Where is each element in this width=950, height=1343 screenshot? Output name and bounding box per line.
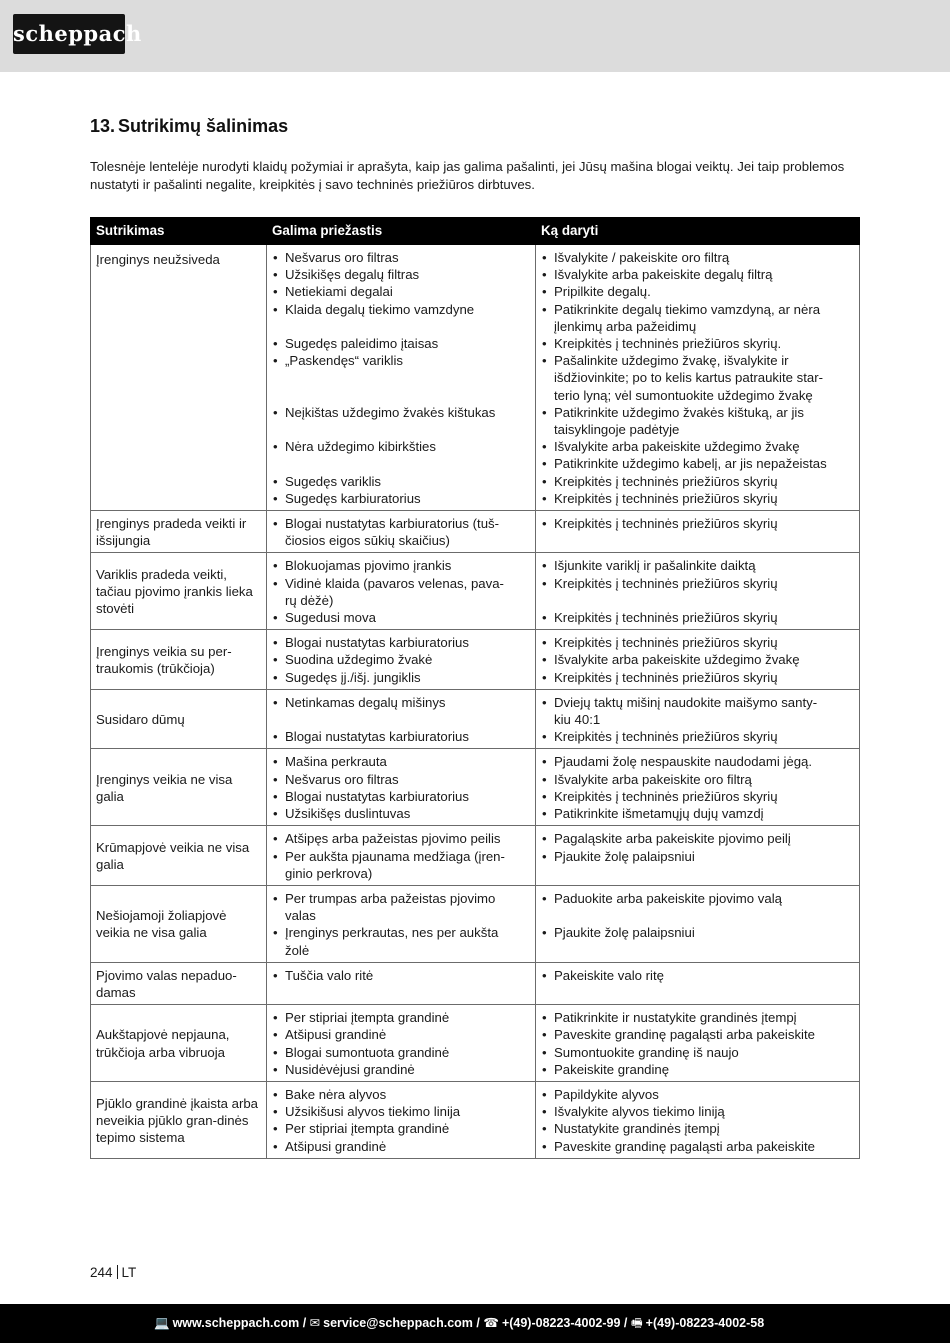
table-row bbox=[91, 885, 860, 962]
action-line: • Nustatykite grandinės įtempį bbox=[540, 1120, 855, 1137]
action-line: • Patikrinkite ir nustatykite grandinės įtempį bbox=[540, 1009, 855, 1026]
footer-fax: +(49)-08223-4002-58 bbox=[645, 1316, 765, 1330]
action-list bbox=[540, 890, 855, 942]
cause-list bbox=[271, 249, 531, 507]
mail-icon: ✉ bbox=[309, 1316, 321, 1330]
section-number: 13. bbox=[90, 116, 116, 136]
cause-list bbox=[271, 830, 531, 882]
section-heading bbox=[90, 116, 288, 137]
action-line: • Paveskite grandinę pagaląsti arba pakeiskite bbox=[540, 1026, 855, 1043]
fault-cell: Susidaro dūmų bbox=[91, 689, 267, 749]
fault-cell: Variklis pradeda veikti, tačiau pjovimo įrankis lieka stovėti bbox=[91, 553, 267, 630]
cause-line: • Blogai nustatytas karbiuratorius bbox=[271, 634, 531, 651]
troubleshooting-table bbox=[90, 217, 860, 1159]
action-line: • Paduokite arba pakeiskite pjovimo valą bbox=[540, 890, 855, 907]
cause-line: • Sugedęs variklis bbox=[271, 473, 531, 490]
cause-line: rų dėžė) bbox=[285, 592, 334, 608]
action-line: • Išvalykite arba pakeiskite degalų filtrą bbox=[540, 266, 855, 283]
action-cell bbox=[536, 245, 860, 511]
table-body bbox=[91, 245, 860, 1159]
action-cell bbox=[536, 630, 860, 690]
cause-list bbox=[271, 753, 531, 822]
cause-line: • Sugedęs karbiuratorius bbox=[271, 490, 531, 507]
cause-cell bbox=[267, 245, 536, 511]
action-line: įlenkimų arba pažeidimų bbox=[554, 318, 697, 334]
action-line: • Sumontuokite grandinę iš naujo bbox=[540, 1044, 855, 1061]
action-cell bbox=[536, 962, 860, 1004]
action-line: • Pagaląskite arba pakeiskite pjovimo peilį bbox=[540, 830, 855, 847]
cause-list bbox=[271, 694, 531, 746]
cause-cell bbox=[267, 826, 536, 886]
cause-list bbox=[271, 634, 531, 686]
action-line: • Kreipkitės į techninės priežiūros skyrių. bbox=[540, 335, 855, 352]
action-line: • Kreipkitės į techninės priežiūros skyrių bbox=[540, 788, 855, 805]
footer-bar bbox=[0, 1304, 950, 1343]
header-fault: Sutrikimas bbox=[91, 218, 267, 245]
action-line: • Kreipkitės į techninės priežiūros skyrių bbox=[540, 575, 855, 592]
action-line: • Išvalykite / pakeiskite oro filtrą bbox=[540, 249, 855, 266]
cause-line: žolė bbox=[285, 942, 310, 958]
action-line: • Pašalinkite uždegimo žvakę, išvalykite ir bbox=[540, 352, 855, 369]
header-cause: Galima priežastis bbox=[267, 218, 536, 245]
fault-cell: Aukštapjovė nepjauna, trūkčioja arba vibruoja bbox=[91, 1005, 267, 1082]
table-row bbox=[91, 511, 860, 553]
table-row bbox=[91, 245, 860, 511]
fault-cell: Įrenginys veikia ne visa galia bbox=[91, 749, 267, 826]
action-line: išdžiovinkite; po to kelis kartus patraukite star- bbox=[554, 370, 823, 386]
cause-line: • Blokuojamas pjovimo įrankis bbox=[271, 557, 531, 574]
fault-cell: Pjovimo valas nepaduo-damas bbox=[91, 962, 267, 1004]
action-line: • Pripilkite degalų. bbox=[540, 283, 855, 300]
action-cell bbox=[536, 689, 860, 749]
action-list bbox=[540, 1009, 855, 1078]
fault-cell: Krūmapjovė veikia ne visa galia bbox=[91, 826, 267, 886]
action-line bbox=[540, 592, 855, 609]
cause-line: • Klaida degalų tiekimo vamzdyne bbox=[271, 301, 531, 318]
footer-phone: +(49)-08223-4002-99 / bbox=[501, 1316, 628, 1330]
table-row bbox=[91, 553, 860, 630]
cause-line: • „Paskendęs“ variklis bbox=[271, 352, 531, 369]
action-cell bbox=[536, 826, 860, 886]
section-title: Sutrikimų šalinimas bbox=[118, 116, 289, 136]
table-row bbox=[91, 1005, 860, 1082]
cause-line: • Neįkištas uždegimo žvakės kištukas bbox=[271, 404, 531, 421]
action-list bbox=[540, 634, 855, 686]
cause-cell bbox=[267, 1081, 536, 1158]
fault-cell: Įrenginys neužsiveda bbox=[91, 245, 267, 511]
action-line: • Pakeiskite valo ritę bbox=[540, 967, 855, 984]
action-line: • Pjaukite žolę palaipsniui bbox=[540, 848, 855, 865]
action-line: • Kreipkitės į techninės priežiūros skyrių bbox=[540, 728, 855, 745]
cause-line: • Suodina uždegimo žvakė bbox=[271, 651, 531, 668]
cause-line: • Nėra uždegimo kibirkšties bbox=[271, 438, 531, 455]
cause-line bbox=[271, 455, 531, 472]
action-line: taisyklingoje padėtyje bbox=[554, 422, 680, 438]
action-line: • Kreipkitės į techninės priežiūros skyrių bbox=[540, 515, 855, 532]
action-line: • Išvalykite arba pakeiskite uždegimo žvakę bbox=[540, 651, 855, 668]
cause-line: • Blogai nustatytas karbiuratorius bbox=[271, 728, 531, 745]
cause-line: • Nešvarus oro filtras bbox=[271, 249, 531, 266]
table-row bbox=[91, 962, 860, 1004]
cause-line: • Atšipęs arba pažeistas pjovimo peilis bbox=[271, 830, 531, 847]
cause-line: • Per aukšta pjaunama medžiaga (įren- bbox=[271, 848, 531, 865]
action-cell bbox=[536, 1005, 860, 1082]
cause-line bbox=[271, 421, 531, 438]
action-line: • Patikrinkite degalų tiekimo vamzdyną, ar nėra bbox=[540, 301, 855, 318]
action-list bbox=[540, 753, 855, 822]
footer-contacts bbox=[154, 1304, 764, 1343]
action-line: • Patikrinkite uždegimo žvakės kištuką, ar jis bbox=[540, 404, 855, 421]
cause-cell bbox=[267, 962, 536, 1004]
action-line: • Kreipkitės į techninės priežiūros skyrių bbox=[540, 669, 855, 686]
action-cell bbox=[536, 511, 860, 553]
action-list bbox=[540, 1086, 855, 1155]
cause-cell bbox=[267, 885, 536, 962]
cause-line: • Netinkamas degalų mišinys bbox=[271, 694, 531, 711]
header-action: Ką daryti bbox=[536, 218, 860, 245]
cause-line bbox=[271, 711, 531, 728]
cause-line: • Sugedęs įj./išj. jungiklis bbox=[271, 669, 531, 686]
action-line: • Dviejų taktų mišinį naudokite maišymo santy- bbox=[540, 694, 855, 711]
table-row bbox=[91, 689, 860, 749]
page-number bbox=[90, 1265, 136, 1280]
cause-list bbox=[271, 1009, 531, 1078]
cause-line: • Per stipriai įtempta grandinė bbox=[271, 1009, 531, 1026]
cause-line: • Tuščia valo ritė bbox=[271, 967, 531, 984]
action-cell bbox=[536, 553, 860, 630]
cause-list bbox=[271, 967, 531, 984]
cause-line: • Atšipusi grandinė bbox=[271, 1026, 531, 1043]
cause-line: • Nešvarus oro filtras bbox=[271, 771, 531, 788]
cause-cell bbox=[267, 689, 536, 749]
cause-line: • Per trumpas arba pažeistas pjovimo bbox=[271, 890, 531, 907]
cause-line: • Užsikišusi alyvos tiekimo linija bbox=[271, 1103, 531, 1120]
action-line: • Papildykite alyvos bbox=[540, 1086, 855, 1103]
cause-list bbox=[271, 557, 531, 626]
cause-line bbox=[271, 369, 531, 386]
phone-icon: ☎ bbox=[483, 1316, 499, 1330]
cause-line: • Blogai sumontuota grandinė bbox=[271, 1044, 531, 1061]
fault-cell: Įrenginys veikia su per-traukomis (trūkčioja) bbox=[91, 630, 267, 690]
page-number-value: 244 bbox=[90, 1265, 113, 1280]
cause-line: • Netiekiami degalai bbox=[271, 283, 531, 300]
action-line: • Pakeiskite grandinę bbox=[540, 1061, 855, 1078]
cause-cell bbox=[267, 630, 536, 690]
action-line: • Išjunkite variklį ir pašalinkite daiktą bbox=[540, 557, 855, 574]
table-row bbox=[91, 749, 860, 826]
table-header-row bbox=[91, 218, 860, 245]
cause-line: • Atšipusi grandinė bbox=[271, 1138, 531, 1155]
action-list bbox=[540, 830, 855, 864]
cause-line: • Sugedusi mova bbox=[271, 609, 531, 626]
cause-list bbox=[271, 515, 531, 549]
cause-line: • Sugedęs paleidimo įtaisas bbox=[271, 335, 531, 352]
cause-list bbox=[271, 890, 531, 959]
action-list bbox=[540, 967, 855, 984]
computer-icon: 💻 bbox=[154, 1316, 170, 1330]
cause-line bbox=[271, 387, 531, 404]
action-line bbox=[540, 907, 855, 924]
fault-cell: Nešiojamoji žoliapjovė veikia ne visa galia bbox=[91, 885, 267, 962]
cause-line: čiosios eigos sūkių skaičius) bbox=[285, 533, 450, 549]
action-line: • Pjaudami žolę nespauskite naudodami jėgą. bbox=[540, 753, 855, 770]
page-separator bbox=[117, 1265, 118, 1279]
action-list bbox=[540, 249, 855, 507]
action-cell bbox=[536, 885, 860, 962]
action-cell bbox=[536, 1081, 860, 1158]
cause-line: • Blogai nustatytas karbiuratorius bbox=[271, 788, 531, 805]
cause-line: • Įrenginys perkrautas, nes per aukšta bbox=[271, 924, 531, 941]
cause-line: valas bbox=[285, 908, 316, 924]
action-cell bbox=[536, 749, 860, 826]
action-line: • Pjaukite žolę palaipsniui bbox=[540, 924, 855, 941]
footer-website[interactable]: www.scheppach.com / bbox=[172, 1316, 307, 1330]
cause-cell bbox=[267, 553, 536, 630]
cause-line: ginio perkrova) bbox=[285, 865, 373, 881]
cause-line: • Per stipriai įtempta grandinė bbox=[271, 1120, 531, 1137]
action-line: kiu 40:1 bbox=[554, 712, 601, 728]
cause-line: • Blogai nustatytas karbiuratorius (tuš- bbox=[271, 515, 531, 532]
cause-line: • Mašina perkrauta bbox=[271, 753, 531, 770]
table-row bbox=[91, 826, 860, 886]
action-line: • Patikrinkite uždegimo kabelį, ar jis nepažeistas bbox=[540, 455, 855, 472]
table-row bbox=[91, 1081, 860, 1158]
cause-cell bbox=[267, 511, 536, 553]
cause-cell bbox=[267, 1005, 536, 1082]
action-list bbox=[540, 515, 855, 532]
cause-list bbox=[271, 1086, 531, 1155]
action-line: • Patikrinkite išmetamųjų dujų vamzdį bbox=[540, 805, 855, 822]
cause-line: • Bake nėra alyvos bbox=[271, 1086, 531, 1103]
cause-line: • Nusidėvėjusi grandinė bbox=[271, 1061, 531, 1078]
fault-cell: Pjūklo grandinė įkaista arba neveikia pjūklo gran-dinės tepimo sistema bbox=[91, 1081, 267, 1158]
action-line: • Išvalykite arba pakeiskite uždegimo žvakę bbox=[540, 438, 855, 455]
brand-logo: scheppach bbox=[13, 14, 125, 54]
footer-email[interactable]: service@scheppach.com / bbox=[323, 1316, 480, 1330]
fault-cell: Įrenginys pradeda veikti ir išsijungia bbox=[91, 511, 267, 553]
cause-cell bbox=[267, 749, 536, 826]
action-line: • Kreipkitės į techninės priežiūros skyrių bbox=[540, 490, 855, 507]
action-list bbox=[540, 694, 855, 746]
page-language: LT bbox=[121, 1265, 137, 1280]
action-line: terio lyną; vėl sumontuokite uždegimo žvakę bbox=[554, 387, 813, 403]
cause-line: • Vidinė klaida (pavaros velenas, pava- bbox=[271, 575, 531, 592]
action-line: • Paveskite grandinę pagaląsti arba pakeiskite bbox=[540, 1138, 855, 1155]
action-line: • Kreipkitės į techninės priežiūros skyrių bbox=[540, 473, 855, 490]
cause-line bbox=[271, 318, 531, 335]
intro-paragraph: Tolesnėje lentelėje nurodyti klaidų požymiai ir aprašyta, kaip jas galima pašalinti, jei Jūsų mašina blogai veiktų. Jei taip problemos nustatyti ir pašalinti negalite, kreipkitės į savo techninės priežiūros dirbtuves. bbox=[90, 159, 845, 192]
action-list bbox=[540, 557, 855, 626]
header-bar bbox=[0, 0, 950, 72]
fax-icon: 🖷 bbox=[630, 1316, 643, 1330]
action-line: • Kreipkitės į techninės priežiūros skyrių bbox=[540, 609, 855, 626]
cause-line: • Užsikišęs duslintuvas bbox=[271, 805, 531, 822]
action-line: • Išvalykite alyvos tiekimo liniją bbox=[540, 1103, 855, 1120]
action-line: • Kreipkitės į techninės priežiūros skyrių bbox=[540, 634, 855, 651]
action-line: • Išvalykite arba pakeiskite oro filtrą bbox=[540, 771, 855, 788]
table-row bbox=[91, 630, 860, 690]
cause-line: • Užsikišęs degalų filtras bbox=[271, 266, 531, 283]
